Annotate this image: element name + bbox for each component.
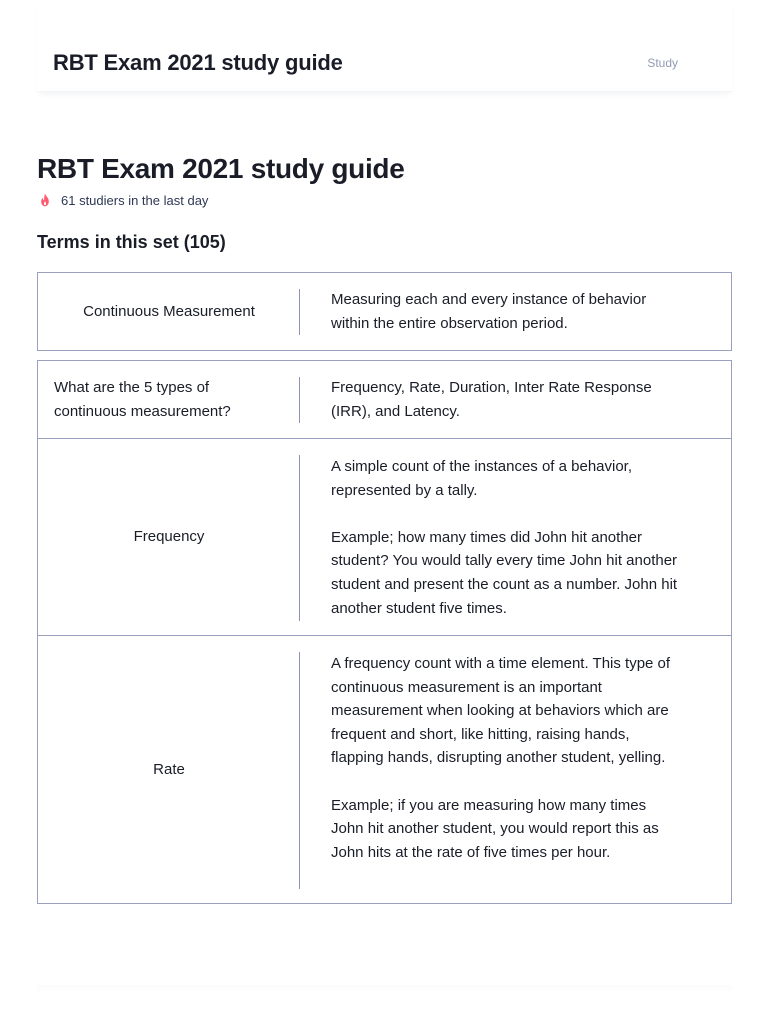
term-card bbox=[37, 360, 732, 439]
studiers-text: 61 studiers in the last day bbox=[61, 192, 209, 208]
terms-heading: Terms in this set (105) bbox=[37, 232, 226, 252]
term-text: Continuous Measurement bbox=[83, 302, 255, 320]
footer-divider bbox=[37, 985, 732, 993]
definition-text: A simple count of the instances of a behavior, represented by a tally. Example; how many times did John hit another student? You would tally every time John hit another student and present the count as a number. John hit another student five times. bbox=[331, 458, 678, 617]
card-divider bbox=[299, 377, 300, 423]
fire-icon bbox=[37, 192, 53, 208]
definition-text: Frequency, Rate, Duration, Inter Rate Response (IRR), and Latency. bbox=[331, 379, 652, 420]
card-divider bbox=[299, 455, 300, 621]
definition-text: A frequency count with a time element. This type of continuous measurement is an important measurement when looking at behaviors which are frequent and short, like hitting, raising hands, flapping hands, disrupting another student, yelling. Example; if you are measuring how many times John hit another student, you would report this as John hits at the rate of five times per hour. bbox=[331, 655, 671, 861]
term-card bbox=[37, 635, 732, 904]
definition-text: Measuring each and every instance of behavior within the entire observation period. bbox=[331, 291, 647, 332]
page-title: RBT Exam 2021 study guide bbox=[37, 153, 405, 184]
term-text: What are the 5 types of continuous measurement? bbox=[54, 378, 231, 420]
card-divider bbox=[299, 652, 300, 889]
term-text: Rate bbox=[153, 760, 185, 778]
term-card bbox=[37, 272, 732, 351]
header-title[interactable]: RBT Exam 2021 study guide bbox=[53, 50, 343, 75]
card-divider bbox=[299, 289, 300, 335]
term-text: Frequency bbox=[133, 528, 205, 545]
study-link[interactable]: Study bbox=[647, 56, 678, 70]
top-header-bar bbox=[37, 0, 732, 92]
term-card bbox=[37, 438, 732, 636]
studiers-count bbox=[37, 192, 208, 208]
